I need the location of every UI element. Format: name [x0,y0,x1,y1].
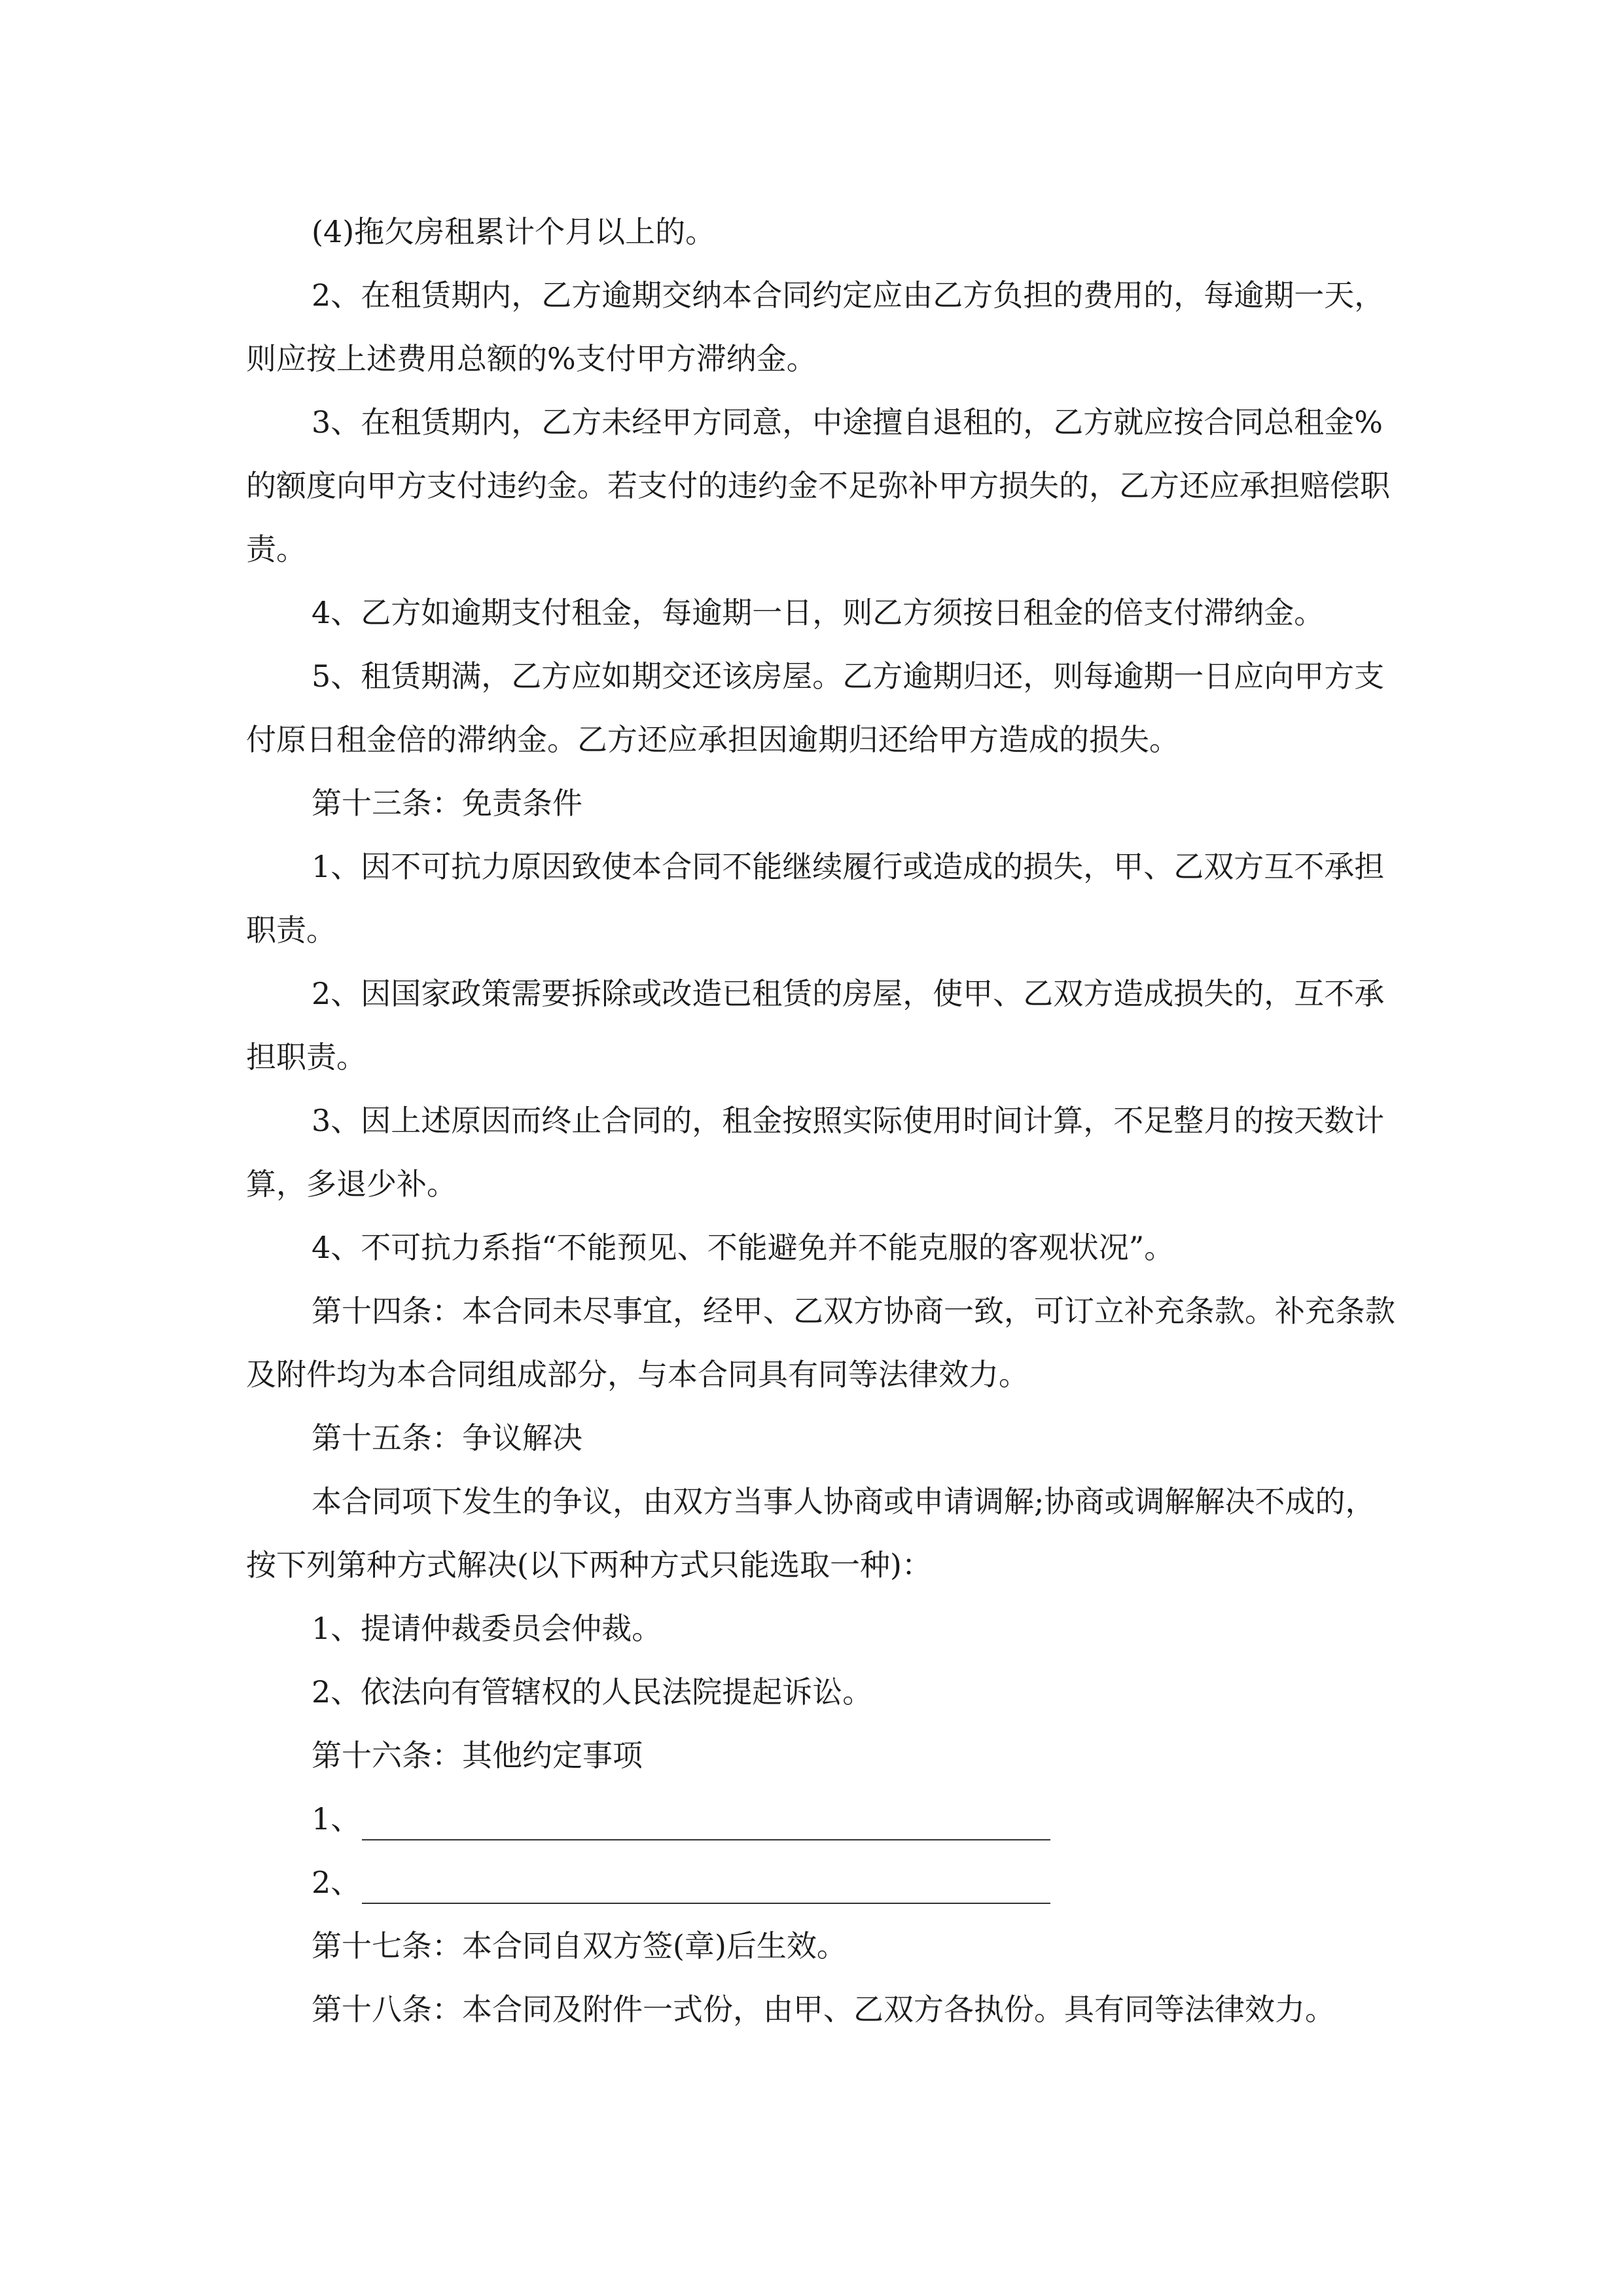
article-13-heading: 第十三条：免责条件 [312,785,582,821]
article-17: 第十七条：本合同自双方签(章)后生效。 [312,1928,847,1964]
option-litigation: 2、依法向有管辖权的人民法院提起诉讼。 [312,1674,873,1710]
clause-overdue-rent: (4)拖欠房租累计个月以上的。 [312,214,716,249]
article-15-heading: 第十五条：争议解决 [312,1420,582,1456]
other-matter-line-2 [246,1851,1395,1914]
clause-dispute-resolution: 本合同项下发生的争议，由双方当事人协商或申请调解;协商或调解解决不成的，按下列第种方式解决(以下两种方式只能选取一种)： [246,1484,1376,1583]
option-arbitration: 1、提请仲裁委员会仲裁。 [312,1611,662,1646]
clause-early-termination: 3、在租赁期内，乙方未经甲方同意，中途擅自退租的，乙方就应按合同总租金%的额度向甲方支付违约金。若支付的违约金不足弥补甲方损失的，乙方还应承担赔偿职责。 [246,404,1390,567]
blank-label: 1、 [312,1801,361,1837]
clause-government-policy: 2、因国家政策需要拆除或改造已租赁的房屋，使甲、乙双方造成损失的，互不承担职责。 [246,976,1385,1075]
clause-late-fee: 2、在租赁期内，乙方逾期交纳本合同约定应由乙方负担的费用的，每逾期一天，则应按上述费用总额的%支付甲方滞纳金。 [246,278,1385,376]
article-18: 第十八条：本合同及附件一式份，由甲、乙双方各执份。具有同等法律效力。 [312,1992,1335,2027]
clause-force-majeure-definition: 4、不可抗力系指“不能预见、不能避免并不能克服的客观状况”。 [312,1230,1175,1265]
clause-force-majeure: 1、因不可抗力原因致使本合同不能继续履行或造成的损失，甲、乙双方互不承担职责。 [246,849,1385,948]
fill-in-blank[interactable] [362,1863,1050,1904]
clause-late-rent-payment: 4、乙方如逾期支付租金，每逾期一日，则乙方须按日租金的倍支付滞纳金。 [312,595,1325,630]
article-14: 第十四条：本合同未尽事宜，经甲、乙双方协商一致，可订立补充条款。补充条款及附件均为本合同组成部分，与本合同具有同等法律效力。 [246,1293,1395,1392]
article-16-heading: 第十六条：其他约定事项 [312,1738,643,1773]
clause-return-property: 5、租赁期满，乙方应如期交还该房屋。乙方逾期归还，则每逾期一日应向甲方支付原日租金倍的滞纳金。乙方还应承担因逾期归还给甲方造成的损失。 [246,658,1385,757]
clause-rent-settlement: 3、因上述原因而终止合同的，租金按照实际使用时间计算，不足整月的按天数计算，多退少补。 [246,1103,1385,1202]
blank-label: 2、 [312,1865,361,1900]
other-matter-line-1 [246,1787,1395,1851]
fill-in-blank[interactable] [362,1800,1050,1840]
contract-body [246,200,1395,2041]
